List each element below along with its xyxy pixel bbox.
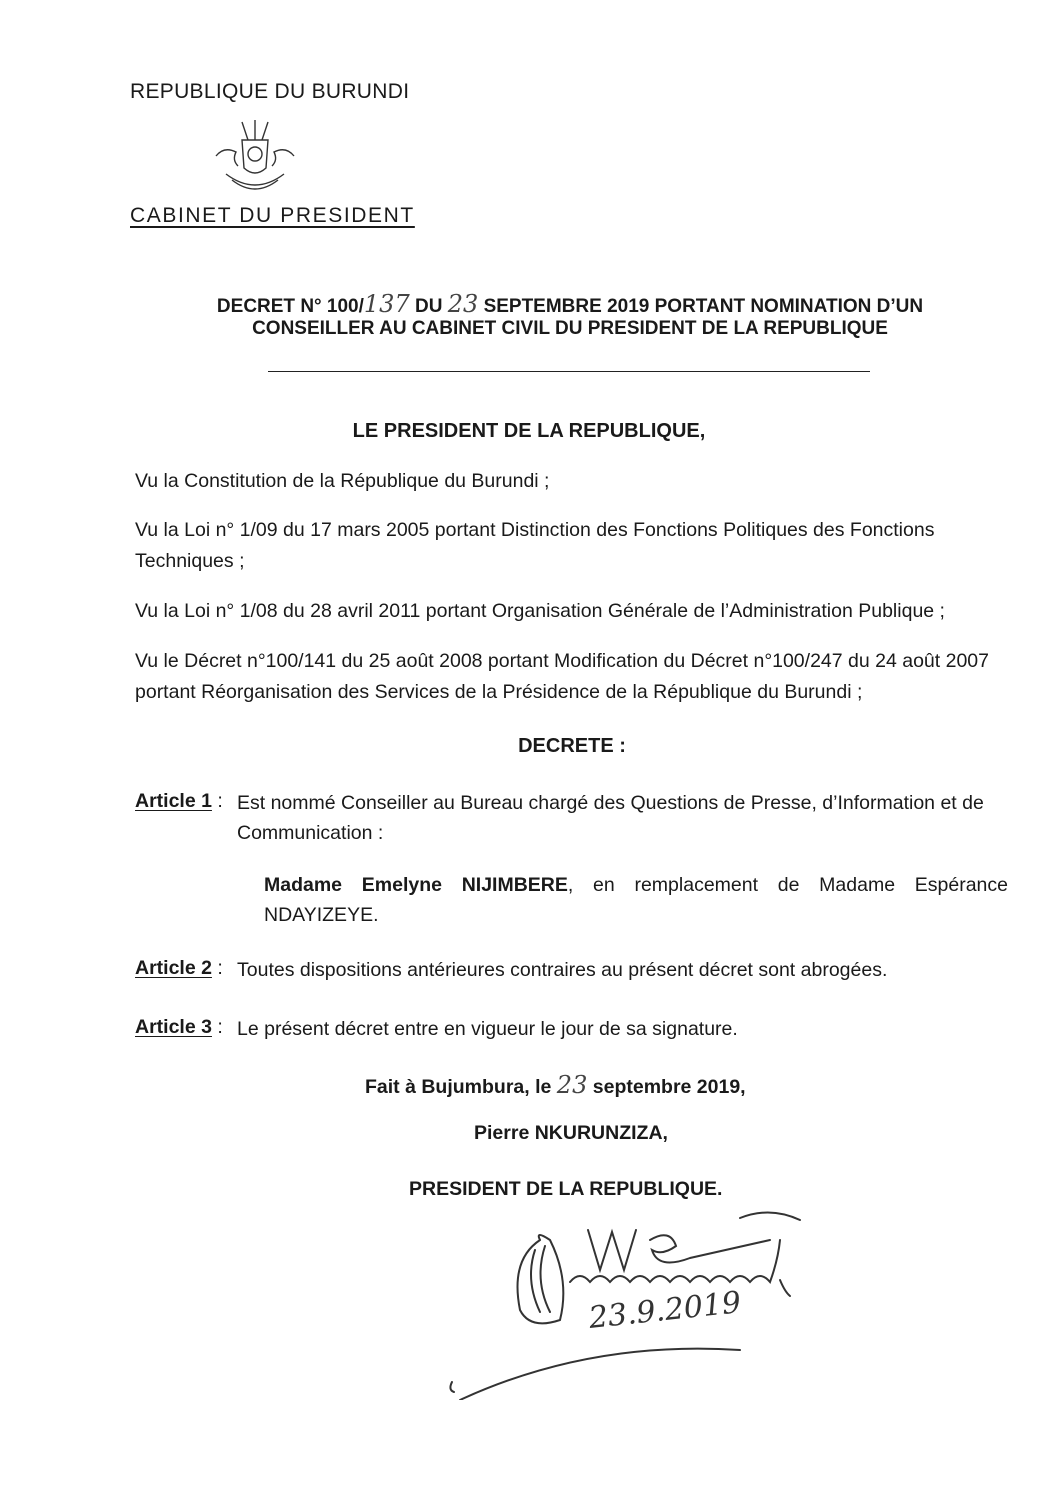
article-1-text: Est nommé Conseiller au Bureau chargé des Questions de Presse, d’Information et de Communication :	[237, 792, 984, 844]
signer-name: Pierre NKURUNZIZA,	[474, 1122, 668, 1144]
nominee-replacement: , en remplacement de Madame Espérance NDAYIZEYE.	[264, 874, 1008, 926]
title-divider	[268, 371, 870, 372]
republic-header: REPUBLIQUE DU BURUNDI	[130, 80, 410, 103]
place-and-date: Fait à Bujumbura, le 23 septembre 2019,	[365, 1071, 746, 1099]
article-1-label: Article 1 :	[135, 790, 223, 812]
signer-title: PRESIDENT DE LA REPUBLIQUE.	[409, 1178, 723, 1200]
nominee-paragraph	[264, 870, 1008, 930]
preamble-heading: LE PRESIDENT DE LA REPUBLIQUE,	[352, 420, 706, 442]
signature-day-handwritten: 23	[556, 1071, 588, 1099]
article-3-label: Article 3 :	[135, 1016, 223, 1038]
cabinet-header: CABINET DU PRESIDENT	[130, 204, 415, 227]
preamble-item: Vu la Loi n° 1/08 du 28 avril 2011 portant Organisation Générale de l’Administration Publique ;	[135, 600, 945, 622]
decree-title-line-1	[120, 290, 1020, 318]
decree-number-prefix: DECRET N° 100/	[216, 296, 364, 317]
coat-of-arms-icon	[212, 118, 298, 198]
decree-day-handwritten: 23	[447, 290, 479, 318]
decrete-heading: DECRETE :	[518, 735, 626, 757]
decree-number-handwritten: 137	[363, 290, 410, 318]
decree-title-line-2: CONSEILLER AU CABINET CIVIL DU PRESIDENT DE LA REPUBLIQUE	[252, 318, 888, 339]
nominee-name: Madame Emelyne NIJIMBERE	[264, 874, 568, 896]
decree-title-rest: SEPTEMBRE 2019 PORTANT NOMINATION D’UN	[483, 296, 924, 317]
signature-date-handwritten: 23.9.2019	[587, 1285, 743, 1336]
decree-du: DU	[415, 296, 443, 317]
article-3-text: Le présent décret entre en vigueur le jour de sa signature.	[237, 1018, 738, 1040]
handwritten-signature-icon	[440, 1200, 820, 1400]
preamble-item: Vu la Loi n° 1/09 du 17 mars 2005 portant Distinction des Fonctions Politiques des Fonctions Techniques ;	[135, 519, 935, 572]
preamble-item: Vu le Décret n°100/141 du 25 août 2008 portant Modification du Décret n°100/247 du 24 août 2007 portant Réorganisation des Services de la Présidence de la République du Burundi ;	[135, 650, 989, 703]
preamble-item: Vu la Constitution de la République du Burundi ;	[135, 470, 550, 492]
article-2-text: Toutes dispositions antérieures contraires au présent décret sont abrogées.	[237, 959, 888, 981]
article-2-label: Article 2 :	[135, 957, 223, 979]
